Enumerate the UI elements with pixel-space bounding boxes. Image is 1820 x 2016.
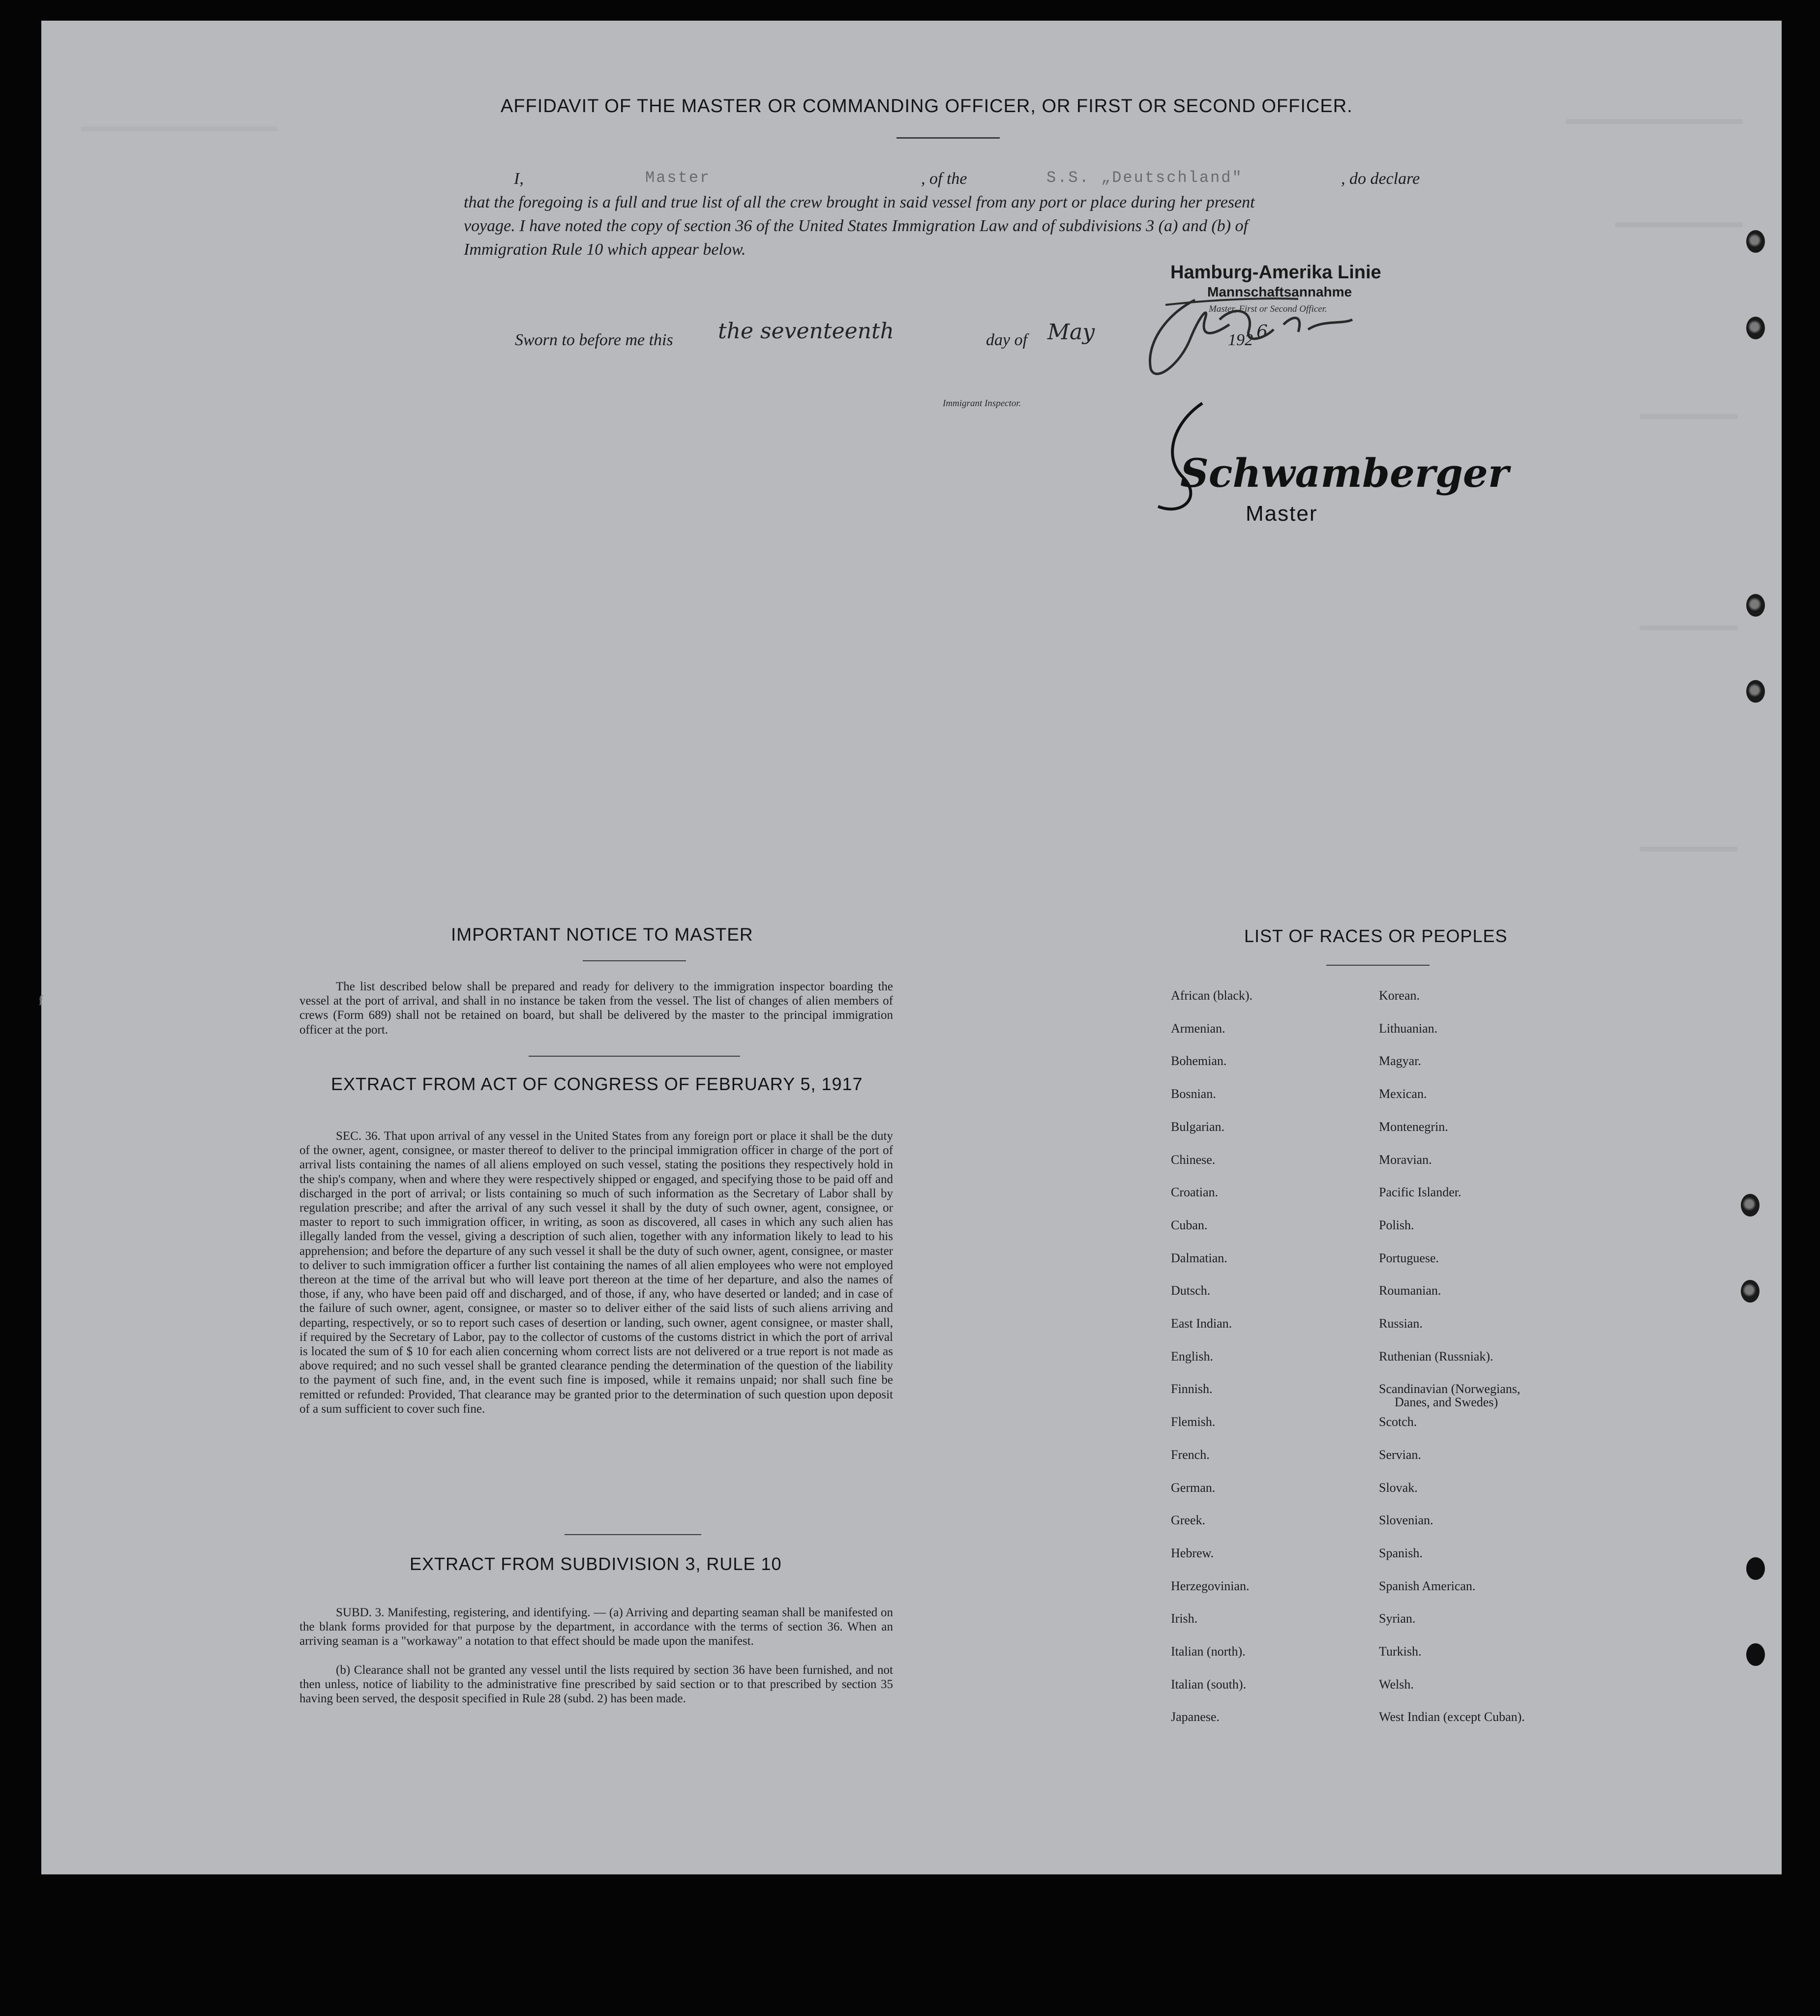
race-item: Ruthenian (Russniak).: [1379, 1349, 1493, 1364]
act-title: EXTRACT FROM ACT OF CONGRESS OF FEBRUARY 5, 1917: [331, 1074, 863, 1094]
race-item: Korean.: [1379, 988, 1420, 1003]
act-text: SEC. 36. That upon arrival of any vessel in the United States from any foreign port or place it shall be the duty of the owner, agent, consignee, or master thereof to deliver to the principal immigration officer in charge of the port of arrival lists containing the names of all aliens employed on such vessel, stating the positions they respectively hold in the ship's company, when and where they were respectively shipped or engaged, and specifying those to be paid off and discharged in the port of arrival; or lists containing so much of such information as the Secretary of Labor shall by regulation prescribe; and after the arrival of any such vessel it shall by the duty of such owner, agent, consignee, or master to report to such immigration officer, in writing, as soon as discovered, all cases in which any such alien has illegally landed from the vessel, giving a description of such alien, together with any information likely to lead to his apprehension; and before the departure of any such vessel it shall be the duty of such owner, agent, consignee, or master to deliver to such immigration officer a further list containing the names of all alien employees who were not employed thereon at the time of the arrival but who will leave port thereon at the time of her departure, and also the names of those, if any, who have been paid off and discharged, and of those, if any, who have deserted or landed; and in case of the failure of such owner, agent, consignee, or master so to deliver either of the said lists of such aliens arriving and departing, respectively, or so to report such cases of desertion or landing, such owner, agent consignee, or master shall, if required by the Secretary of Labor, pay to the collector of customs of the customs district in which the port of arrival is located the sum of $ 10 for each alien concerning whom correct lists are not delivered or a true report is not made as above required; and no such vessel shall be granted clearance pending the determination of the question of the liability to the payment of such fine, and, in the event such fine is imposed, while it remains unpaid; nor shall such fine be remitted or refunded: Provided, That clearance may be granted prior to the determination of such question upon deposit of a sum sufficient to cover such fine.: [299, 1129, 893, 1416]
year-handwritten: 6: [1256, 322, 1268, 342]
notice-rule: [583, 960, 686, 961]
sworn-day-handwritten: the seventeenth: [718, 319, 895, 344]
punch-hole: [1741, 1280, 1760, 1303]
race-item: Syrian.: [1379, 1611, 1416, 1626]
notice-title: IMPORTANT NOTICE TO MASTER: [451, 924, 753, 945]
race-item: Dutsch.: [1171, 1283, 1211, 1298]
master-fill: Master: [645, 169, 711, 187]
race-item: Irish.: [1171, 1611, 1198, 1626]
punch-hole: [1746, 680, 1765, 703]
race-item: Scotch.: [1379, 1415, 1417, 1429]
punch-hole: [1746, 1643, 1765, 1666]
punch-hole: [1741, 1194, 1760, 1216]
do-declare-label: , do declare: [1341, 170, 1420, 188]
race-item: Lithuanian.: [1379, 1021, 1438, 1036]
margin-mark: f: [38, 993, 43, 1008]
race-item: Bosnian.: [1171, 1087, 1216, 1101]
bleed-through-mark: [1640, 847, 1738, 852]
race-item: African (black).: [1171, 988, 1253, 1003]
race-item: Flemish.: [1171, 1415, 1216, 1429]
race-item: Croatian.: [1171, 1185, 1219, 1200]
race-item: Greek.: [1171, 1513, 1206, 1528]
race-item: French.: [1171, 1447, 1210, 1462]
bleed-through-mark: [1640, 625, 1738, 630]
races-rule: [1326, 965, 1430, 966]
affidavit-line2: that the foregoing is a full and true list of all the crew brought in said vessel from any port or place during her present: [464, 193, 1255, 211]
bleed-through-mark: [81, 126, 277, 131]
of-the-label: , of the: [921, 170, 967, 188]
race-item: Moravian.: [1379, 1152, 1432, 1167]
race-item: Spanish.: [1379, 1545, 1423, 1560]
rule-para2: (b) Clearance shall not be granted any vessel until the lists required by section 36 have been furnished, and not then unless, notice of liability to the administrative fine prescribed by said section or to that prescribed by section 35 having been served, the desposit specified in Rule 28 (subd. 2) has been made.: [299, 1663, 893, 1706]
inspector-label: Immigrant Inspector.: [943, 398, 1021, 409]
race-item: Montenegrin.: [1379, 1119, 1448, 1134]
punch-hole: [1746, 317, 1765, 339]
act-divider: [565, 1534, 701, 1535]
race-item: Slovenian.: [1379, 1513, 1433, 1528]
race-item: Italian (north).: [1171, 1644, 1246, 1659]
signature-flourish: [1153, 393, 1212, 521]
race-item: Scandinavian (Norwegians,: [1379, 1382, 1521, 1396]
day-of-label: day of: [986, 331, 1028, 349]
race-item: Chinese.: [1171, 1152, 1216, 1167]
punch-hole: [1746, 230, 1765, 253]
master-label: Master: [1246, 502, 1318, 526]
stamp-line1: Hamburg-Amerika Linie: [1170, 262, 1381, 283]
race-item: Russian.: [1379, 1316, 1423, 1331]
bleed-through-mark: [1615, 222, 1743, 227]
race-item: Japanese.: [1171, 1710, 1220, 1724]
race-item: Mexican.: [1379, 1087, 1427, 1101]
officer-signature-scrawl: [1136, 285, 1362, 384]
race-item: Bulgarian.: [1171, 1119, 1225, 1134]
race-item: Welsh.: [1379, 1677, 1414, 1691]
race-item: Servian.: [1379, 1447, 1421, 1462]
race-item: Hebrew.: [1171, 1545, 1214, 1560]
race-item: Finnish.: [1171, 1382, 1213, 1396]
race-item: Roumanian.: [1379, 1283, 1441, 1298]
vessel-fill: S.S. „Deutschland": [1046, 169, 1243, 187]
title-rule: [896, 137, 1000, 139]
bleed-through-mark: [1566, 119, 1743, 124]
rule-para1: SUBD. 3. Manifesting, registering, and identifying. — (a) Arriving and departing seaman shall be manifested on the blank forms provided for that purpose by the department, in accordance with the terms of section 36. When an arriving seaman is a "workaway" a notation to that effect should be made upon the manifest.: [299, 1606, 893, 1648]
punch-hole: [1746, 1557, 1765, 1580]
officer-label: Master, First or Second Officer.: [1209, 304, 1327, 314]
race-item: Magyar.: [1379, 1054, 1421, 1068]
race-item: Portuguese.: [1379, 1250, 1439, 1265]
bleed-through-mark: [1640, 414, 1738, 419]
month-handwritten: May: [1047, 320, 1095, 345]
year-printed: 192: [1228, 331, 1253, 349]
races-title: LIST OF RACES OR PEOPLES: [1244, 926, 1508, 946]
race-item: Polish.: [1379, 1217, 1414, 1232]
master-signature: Schwamberger: [1180, 450, 1509, 496]
affidavit-line3: voyage. I have noted the copy of section 36 of the United States Immigration Law and of subdivisions 3 (a) and (b) of: [464, 217, 1248, 235]
notice-text: The list described below shall be prepared and ready for delivery to the immigration inspector boarding the vessel at the port of arrival, and shall in no instance be taken from the vessel. The list of changes of alien members of crews (Form 689) shall not be retained on board, but shall be delivered by the master to the principal immigration officer at the port.: [299, 980, 893, 1037]
affidavit-i: I,: [514, 170, 524, 188]
race-item: German.: [1171, 1480, 1216, 1495]
race-item: East Indian.: [1171, 1316, 1232, 1331]
document-page: [41, 21, 1782, 1874]
race-item: English.: [1171, 1349, 1213, 1364]
punch-hole: [1746, 594, 1765, 617]
race-item: Slovak.: [1379, 1480, 1418, 1495]
race-item: Italian (south).: [1171, 1677, 1247, 1691]
race-item: Spanish American.: [1379, 1578, 1476, 1593]
affidavit-title: AFFIDAVIT OF THE MASTER OR COMMANDING OFFICER, OR FIRST OR SECOND OFFICER.: [501, 96, 1353, 117]
rule-title: EXTRACT FROM SUBDIVISION 3, RULE 10: [410, 1554, 782, 1574]
race-item: West Indian (except Cuban).: [1379, 1710, 1525, 1724]
race-item: Dalmatian.: [1171, 1250, 1227, 1265]
race-item: Herzegovinian.: [1171, 1578, 1250, 1593]
race-item: Armenian.: [1171, 1021, 1225, 1036]
stamp-line2: Mannschaftsannahme: [1207, 284, 1352, 299]
race-item: Bohemian.: [1171, 1054, 1227, 1068]
race-item: Pacific Islander.: [1379, 1185, 1462, 1200]
race-item: Turkish.: [1379, 1644, 1422, 1659]
affidavit-line4: Immigration Rule 10 which appear below.: [464, 240, 746, 259]
notice-divider: [529, 1056, 740, 1057]
race-item: Cuban.: [1171, 1217, 1208, 1232]
sworn-prefix: Sworn to before me this: [515, 331, 673, 349]
race-item-continuation: Danes, and Swedes): [1395, 1395, 1498, 1410]
